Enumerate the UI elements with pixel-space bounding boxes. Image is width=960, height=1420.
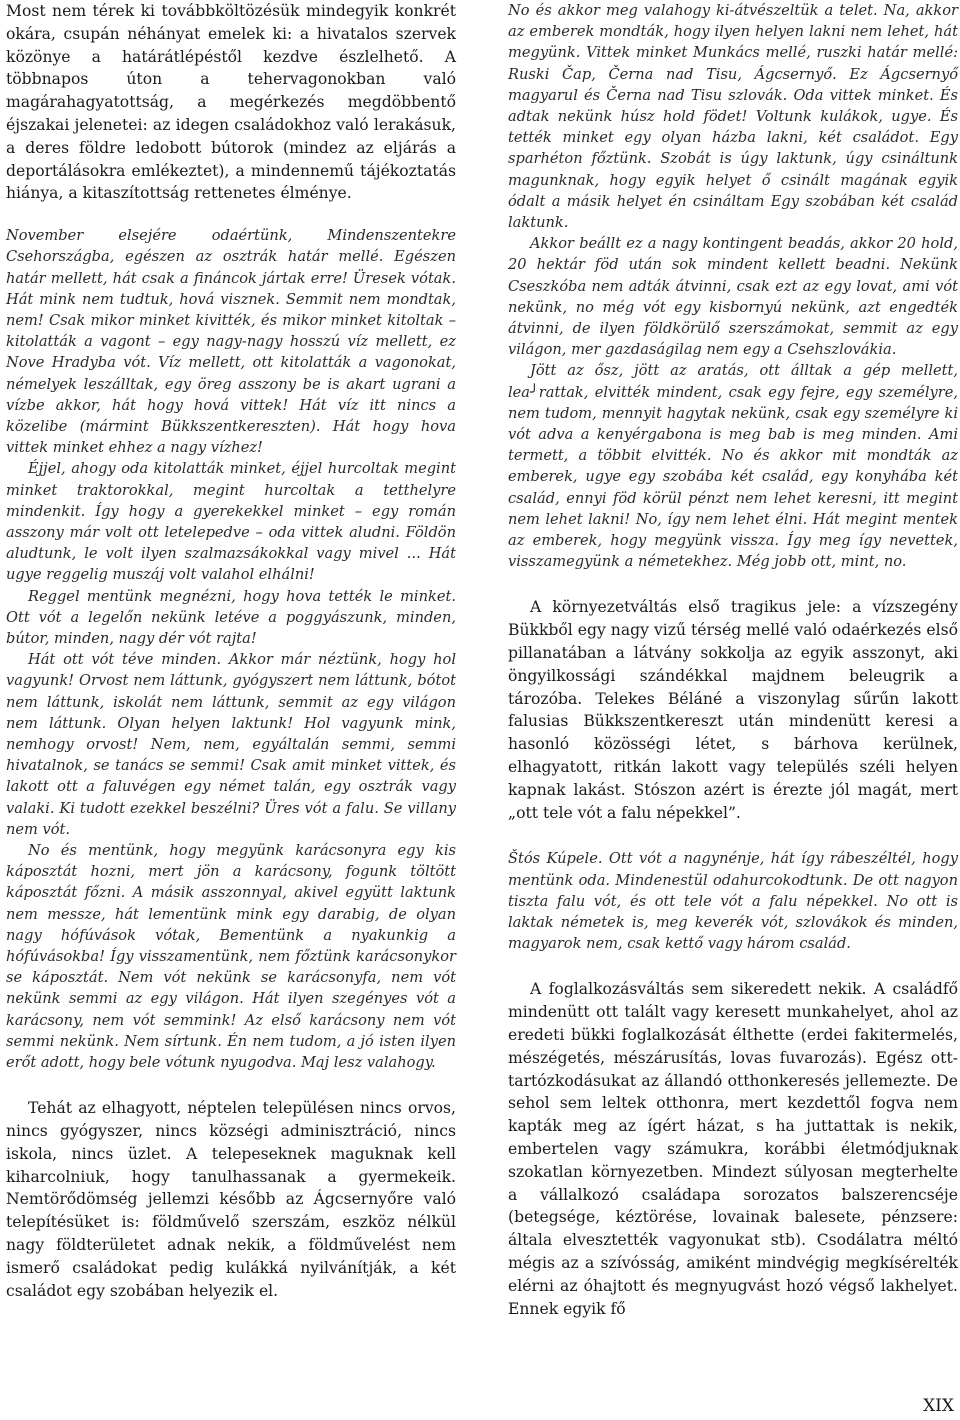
spacer xyxy=(508,954,958,978)
body-paragraph: A környezetváltás első tragikus jele: a vízszegény Bükkből egy nagy vizű térség mellé való odaérkezés első pillanatában a látvány sokkolja az egyik asszonyt, aki öngyilkossági szándékkal majdnem beleugrik a tározóba. Telekes Béláné a viszonylag sűrűn lakott falusias Bükkszentkereszt után mindenütt keresi a hasonló közösségi létet, s bárhova kerülnek, elhagyatott, ritkán lakott vagy település széli helyen kapnak lakást. Stószon azért is érezte jól magát, mert „ott tele vót a falu népekkel”. xyxy=(508,598,958,822)
quote-paragraph: Éjjel, ahogy oda kitolatták minket, éjjel hurcoltak megint minket traktorokkal, megint hurcoltak a tetthelyre mindenkit. Így hogy a gyerekekkel minket – egy román asszony már volt ott letelepedve – oda vittek aludni. Földön aludtunk, le volt ilyen szalmazsákokkal vagy mivel ... Hát ugye reggelig muszáj volt valahol elhálni! xyxy=(6,460,456,584)
closing-paragraph: Tehát az elhagyott, néptelen településen nincs orvos, nincs gyógyszer, nincs községi adminisztráció, nincs iskola, nincs üzlet. A telepeseknek maguknak kell kiharcolniuk, hogy tanulhassanak a gyermekeik. Nemtörődömség jellemzi később az Ágcsernyőre való telepítésüket is: földművelő szerszám, eszköz nélkül nagy földterületet adnak nekik, a földművelést nem ismerő családokat pedig kulákká nyilvánítják, a két családot egy szobában helyezik el. xyxy=(6,1099,456,1300)
interview-quote-block xyxy=(6,225,456,1073)
quote-paragraph: Reggel mentünk megnézni, hogy hova tették le minket. Ott vót a legelőn nekünk letéve a poggyászunk, minden, bútor, minden, nagy dér vót rajta! xyxy=(6,587,456,648)
spacer xyxy=(6,205,456,225)
spacer xyxy=(508,572,958,596)
quote-paragraph: Akkor beállt ez a nagy kontingent beadás, akkor 20 hold, 20 hektár föd után sok mindent kellett beadni. Nekünk Cseszkóba nem adták átvinni, csak ezt az egy lovat, ami vót nekünk, no még vót egy kisbornyú nekünk, azt engedték átvinni, de ilyen földkörülő szerszámokat, semmit az egy világon, mer gazdaságilag nem egy a Csehszlovákia. xyxy=(508,235,958,359)
spacer xyxy=(508,824,958,848)
interview-quote-block xyxy=(508,0,958,572)
left-column xyxy=(6,0,456,1302)
quote-paragraph: Jött az ősz, jött az aratás, ott álltak a gép mellett, lea╯rattak, elvitték mindent, csak egy fejre, egy személyre, nem tudom, mennyit hagytak nekünk, csak egy személyre ki vót adva a kenyérgabona is meg bab is meg minden. Ami termett, a többit elvitték. No és akkor mit mondták az emberek, ugye egy szobába két család, egy konyhába két család, ennyi föd körül pénzt nem lehet keresni, itt megint nem lehet lakni! No, így nem lehet élni. Hát megint mentek az emberek, hogy megyünk vissza. Így meg így nevettek, visszamegyünk a németekhez. Még jobb ott, mint, no. xyxy=(508,362,958,571)
quote-paragraph: Štós Kúpele. Ott vót a nagynénje, hát így rábeszéltél, hogy mentünk oda. Mindenestül odahurcokodtunk. De ott nagyon tiszta falu vót, és ott tele vót a falu népekkel. No ott is laktak németek is, meg keverék vót, szlovákok és minden, magyarok nem, csak kettő vagy három család. xyxy=(508,850,958,953)
page-number: XIX xyxy=(923,1396,954,1416)
quote-paragraph: No és mentünk, hogy megyünk karácsonyra egy kis káposztát hozni, mert jön a karácsony, fogunk töltött káposztát főzni. A másik asszonnyal, akivel együtt laktunk nem messze, hát lementünk mink egy darabig, de olyan nagy hófúvások vótak, Bementünk a nyakunkig a hófúvásokba! Így visszamentünk, nem főztünk karácsonykor se káposztát. Nem vót nekünk se karácsonyfa, nem vót nekünk semmi az egy világon. Hát ilyen szegényes vót a karácsony, nem vót semmink! Az első karácsony nem vót semmi nekünk. Nem sírtunk. Én nem tudom, a jó isten ilyen erőt adott, hogy bele vótunk nyugodva. Maj lesz valahogy. xyxy=(6,842,456,1072)
quote-paragraph: No és akkor meg valahogy ki-átvészeltük a telet. Na, akkor az emberek mondták, hogy ilyen helyen lakni nem lehet, hát megyünk. Vittek minket Munkács mellé, ruszki határ mellé: Ruski Čap, Černa nad Tisu, Ágcsernyő. Ez Ágcsernyő magyarul és Černa nad Tisu szlovák. Oda vittek minket. És adtak nekünk húsz hold födet! Voltunk kulákok, ugye. És tették minket egy olyan házba lakni, két családot. Egy sparhéton főztünk. Szobát is úgy laktunk, úgy csináltunk magunknak, hogy egyik helyet ő csinált magának egyik ódalt a másik helyet én csináltam Egy szobában két család laktunk. xyxy=(508,2,958,232)
right-column xyxy=(508,0,958,1320)
quote-paragraph: November elsejére odaértünk, Mindenszentekre Csehországba, egészen az osztrák határ mellé. Egészen határ mellett, hát csak a fináncok jártak erre! Üresek vótak. Hát mink nem tudtuk, hová visznek. Semmit nem mondtak, nem! Csak mikor minket kivitték, és mikor minket kitoltak – kitolatták a vagont – egy nagy-nagy hosszú víz mellett, ez Nove Hradyba vót. Víz mellett, ott kitolatták a vagonokat, némelyek leszálltak, egy öreg asszony be is akart ugrani a vízbe akkor, hát hogy hová vittek! Hát víz itt nincs a közelibe (mármint Bükkszentkereszten). Hát hogy hova vittek minket ehhez a nagy vízhez! xyxy=(6,227,456,457)
body-paragraph: A foglalkozásváltás sem sikeredett nekik. A családfő mindenütt ott talált vagy keresett munkahelyet, ahol az eredeti bükki foglalkozását élthette (erdei fakitermelés, mészégetés, mészárusítás, lovas fuvarozás). Egész ott-tartózkodásukat az állandó otthonkeresés jellemezte. De sehol sem leltek otthonra, mert kezdettől fogva nem kapták meg az ígért házat, s ha juttattak is nekik, embertelen vagy számukra, korábbi életmódjuknak szokatlan környezetben. Mindezt súlyosan megterhelte a vállalkozó családapa sorozatos balszerencséje (betegsége, kéztörése, lovainak balesete, pénzsere: általa elvesztették vagyonukat stb). Csodálatra méltó mégis az a szívósság, amiként mindvégig megkísérelték elérni az óhajtott és megnyugvást hozó végső lakhelyet. Ennek egyik fő xyxy=(508,980,958,1318)
quote-paragraph: Hát ott vót téve minden. Akkor már néztünk, hogy hol vagyunk! Orvost nem láttunk, gyógyszert nem láttunk, bótot nem láttunk, iskolát nem láttunk, semmit az egy világon nem láttunk. Olyan helyen laktunk! Hol vagyunk mink, nemhogy orvost! Nem, nem, egyáltalán semmi, semmi hivatalnok, se tanács se semmi! Csak amit minket vittek, és lakott ott a faluvégen egy német talán, egy osztrák vagy valaki. Ki tudott ezekkel beszélni? Üres vót a falu. Se villany nem vót. xyxy=(6,651,456,838)
spacer xyxy=(6,1073,456,1097)
intro-paragraph: Most nem térek ki továbbköltözésük mindegyik konkrét okára, csupán néhányat emelek ki: a hivatalos szervek közönye a határátlépéstől kezdve észlelhető. A többnapos úton a tehervagonokban való magárahagyatottság, a megérkezés megdöbbentő éjszakai jelenetei: az idegen családokhoz való lerakásuk, a deres földre ledobott bútorok (mindez az eljárás a deportálásokra emlékeztet), a mindennemű tájékoztatás hiánya, a kitaszítottság rettenetes élménye. xyxy=(6,2,456,203)
